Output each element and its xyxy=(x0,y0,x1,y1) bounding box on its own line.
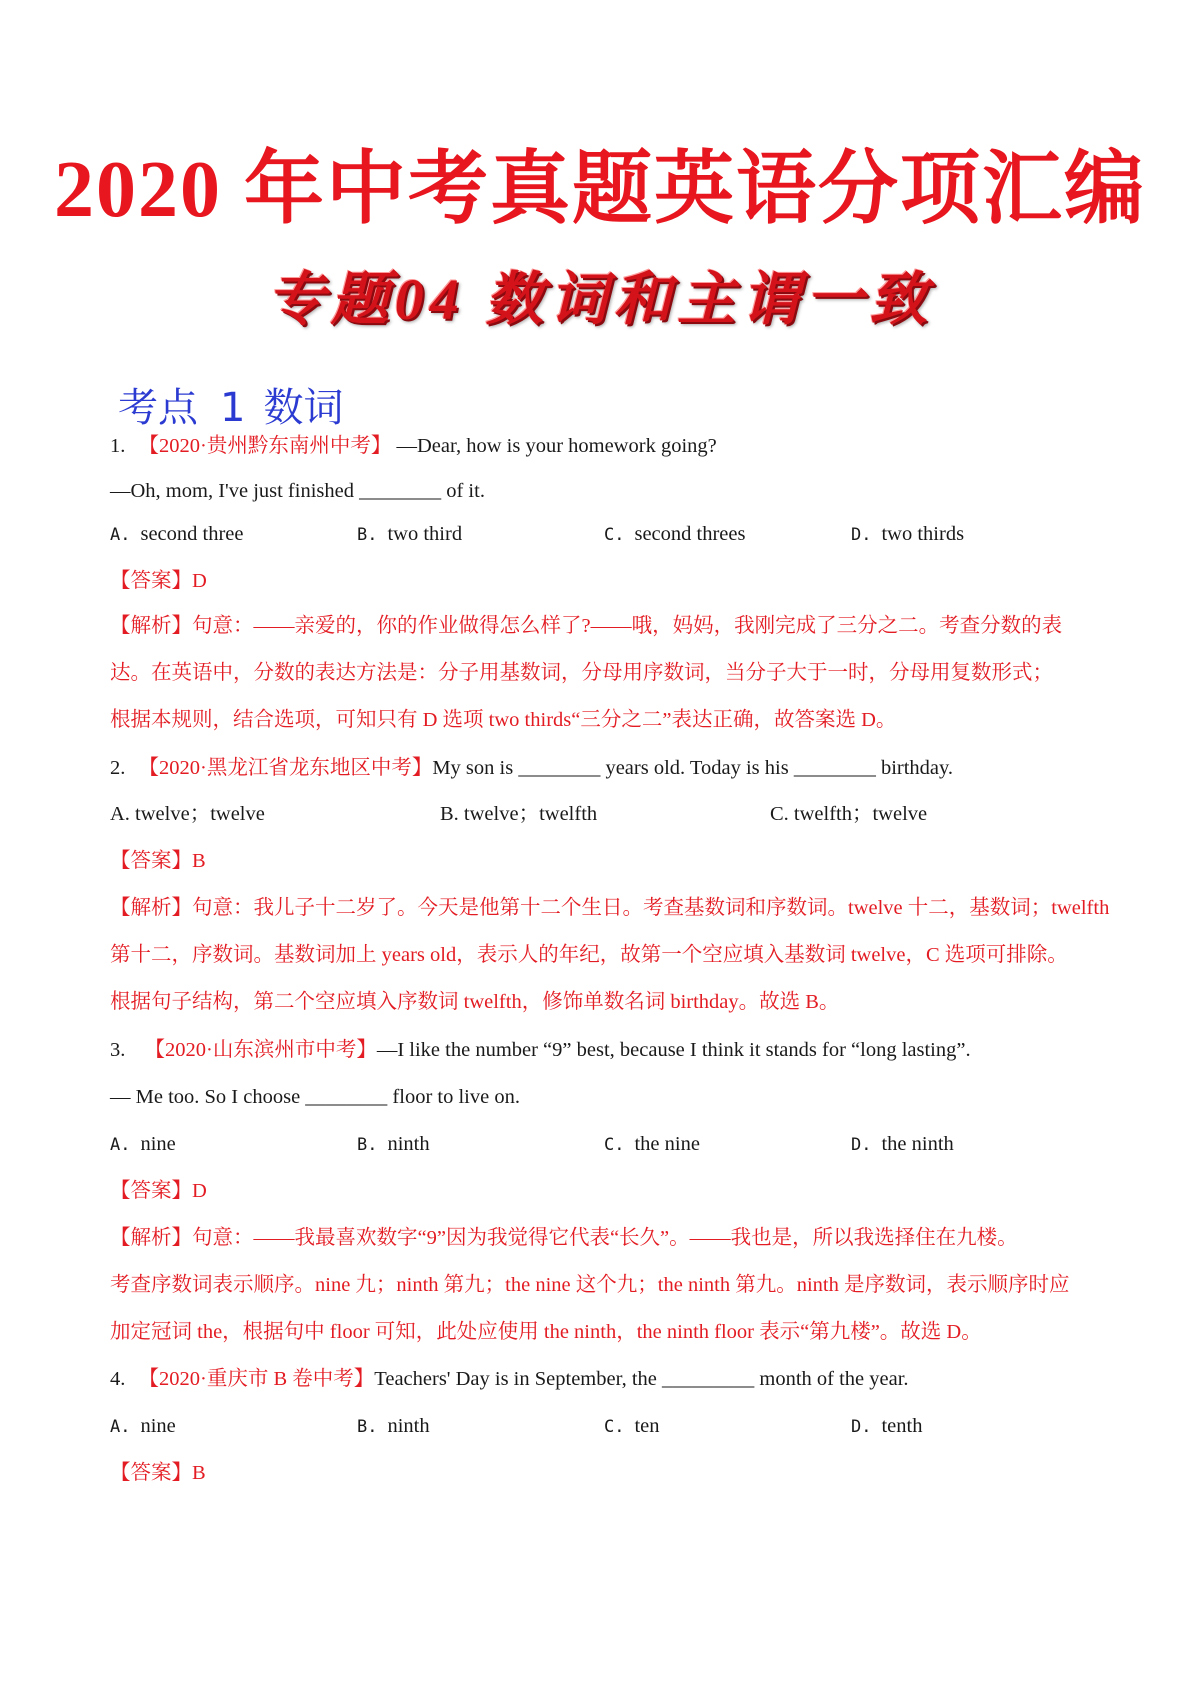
question-number: 3. xyxy=(110,1039,126,1061)
q2-analysis-line-3: 根据句子结构，第二个空应填入序数词 twelfth，修饰单数名词 birthday。故选 B。 xyxy=(110,991,840,1013)
option-text: second threes xyxy=(634,523,746,545)
q4-option-a xyxy=(110,1411,176,1442)
q2-answer: 【答案】B xyxy=(110,850,206,872)
q4-option-c xyxy=(604,1411,660,1442)
option-letter: A. xyxy=(110,1135,131,1155)
question-text: —I like the number “9” best, because I think it stands for “long lasting”. xyxy=(376,1039,971,1061)
question-number: 2. xyxy=(110,757,126,779)
option-letter: B. xyxy=(357,525,378,545)
question-text: My son is ________ years old. Today is his ________ birthday. xyxy=(432,757,954,779)
option-text: the ninth xyxy=(881,1133,954,1155)
option-text: ninth xyxy=(387,1415,430,1437)
section-heading xyxy=(118,382,343,434)
q4-answer: 【答案】B xyxy=(110,1462,206,1484)
question-source: 【2020·重庆市 B 卷中考】 xyxy=(138,1368,375,1390)
option-text: ninth xyxy=(387,1133,430,1155)
q1-analysis-line-1: 【解析】句意：——亲爱的，你的作业做得怎么样了?——哦，妈妈，我刚完成了三分之二。考查分数的表 xyxy=(110,615,1063,637)
q1-answer: 【答案】D xyxy=(110,570,207,592)
option-text: tenth xyxy=(881,1415,923,1437)
question-3-stem xyxy=(110,1035,971,1065)
question-4-stem xyxy=(110,1364,909,1394)
option-letter: C. xyxy=(604,1135,625,1155)
q2-analysis-line-2: 第十二，序数词。基数词加上 years old，表示人的年纪，故第一个空应填入基数词 twelve，C 选项可排除。 xyxy=(110,944,1068,966)
option-text: the nine xyxy=(634,1133,700,1155)
question-source: 【2020·山东滨州市中考】 xyxy=(144,1039,377,1061)
option-text: nine xyxy=(140,1415,176,1437)
question-number: 1. xyxy=(110,435,126,457)
question-3-stem-2: — Me too. So I choose ________ floor to live on. xyxy=(110,1086,520,1108)
question-1-stem xyxy=(110,431,717,461)
option-letter: C. xyxy=(604,525,625,545)
option-text: two third xyxy=(387,523,463,545)
option-text: ten xyxy=(634,1415,660,1437)
q3-option-c xyxy=(604,1129,700,1160)
q3-analysis-line-3: 加定冠词 the，根据句中 floor 可知，此处应使用 the ninth，the ninth floor 表示“第九楼”。故选 D。 xyxy=(110,1321,982,1343)
q1-analysis-line-2: 达。在英语中，分数的表达方法是：分子用基数词，分母用序数词，当分子大于一时，分母用复数形式； xyxy=(110,662,1053,684)
question-number: 4. xyxy=(110,1368,126,1390)
q1-analysis-line-3: 根据本规则，结合选项，可知只有 D 选项 two thirds“三分之二”表达正确，故答案选 D。 xyxy=(110,709,897,731)
question-source: 【2020·贵州黔东南州中考】 xyxy=(138,435,392,457)
q3-option-d xyxy=(851,1129,954,1160)
q1-option-c xyxy=(604,519,745,550)
question-source: 【2020·黑龙江省龙东地区中考】 xyxy=(138,757,433,779)
question-text: Teachers' Day is in September, the _________ month of the year. xyxy=(374,1368,909,1390)
q3-analysis-line-1: 【解析】句意：——我最喜欢数字“9”因为我觉得它代表“长久”。——我也是，所以我选择住在九楼。 xyxy=(110,1227,1018,1249)
q3-analysis-line-2: 考查序数词表示顺序。nine 九；ninth 第九；the nine 这个九；the ninth 第九。ninth 是序数词，表示顺序时应 xyxy=(110,1274,1070,1296)
q2-option-a: A. twelve；twelve xyxy=(110,803,265,825)
document-subtitle: 专题04 数词和主谓一致 xyxy=(266,267,934,332)
q2-option-c: C. twelfth；twelve xyxy=(770,803,928,825)
q3-option-b xyxy=(357,1129,430,1160)
q2-option-b: B. twelve；twelfth xyxy=(440,803,598,825)
option-text: nine xyxy=(140,1133,176,1155)
option-text: second three xyxy=(140,523,244,545)
q1-option-a xyxy=(110,519,244,550)
q4-option-b xyxy=(357,1411,430,1442)
option-text: two thirds xyxy=(881,523,965,545)
q1-option-b xyxy=(357,519,462,550)
option-letter: C. xyxy=(604,1417,625,1437)
q1-option-d xyxy=(851,519,964,550)
section-label: 考点 xyxy=(118,385,198,431)
option-letter: A. xyxy=(110,525,131,545)
option-letter: A. xyxy=(110,1417,131,1437)
option-letter: D. xyxy=(851,525,872,545)
question-1-stem-2: —Oh, mom, I've just finished ________ of it. xyxy=(110,480,485,502)
option-letter: B. xyxy=(357,1417,378,1437)
q4-option-d xyxy=(851,1411,922,1442)
q3-answer: 【答案】D xyxy=(110,1180,207,1202)
section-number: 1 xyxy=(220,385,246,431)
option-letter: B. xyxy=(357,1135,378,1155)
option-letter: D. xyxy=(851,1135,872,1155)
question-text: —Dear, how is your homework going? xyxy=(396,435,717,457)
document-title: 2020 年中考真题英语分项汇编 xyxy=(54,146,1146,234)
q2-analysis-line-1: 【解析】句意：我儿子十二岁了。今天是他第十二个生日。考查基数词和序数词。twelve 十二，基数词；twelfth xyxy=(110,897,1110,919)
question-2-stem xyxy=(110,753,953,783)
section-name: 数词 xyxy=(263,385,344,431)
q3-option-a xyxy=(110,1129,176,1160)
option-letter: D. xyxy=(851,1417,872,1437)
